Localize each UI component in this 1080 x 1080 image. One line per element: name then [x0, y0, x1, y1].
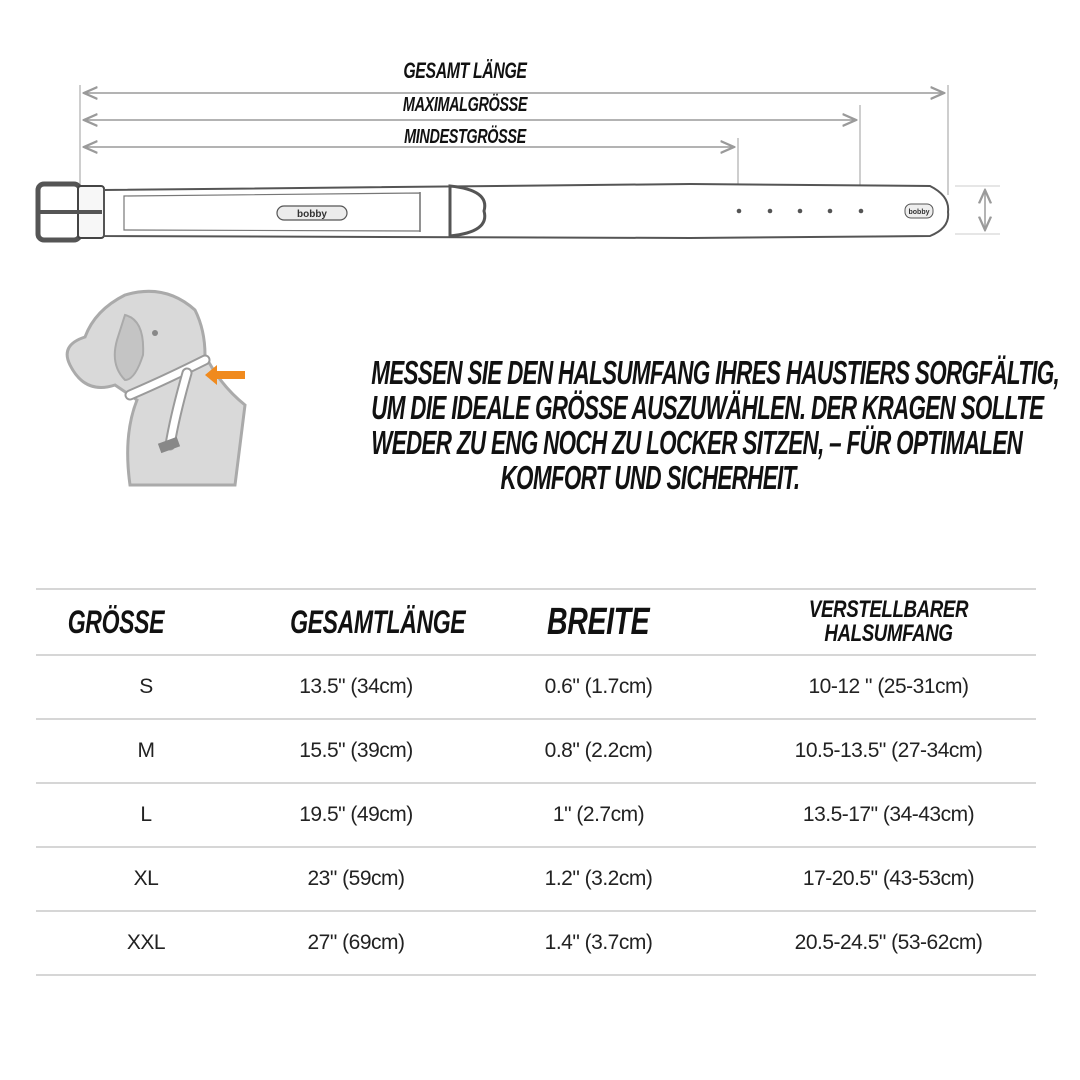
cell-width: 1" (2.7cm): [456, 783, 741, 847]
cell-size: XXL: [36, 911, 256, 975]
cell-total-length: 13.5" (34cm): [256, 655, 456, 719]
min-size-label: MINDESTGRÖSSE: [404, 126, 526, 148]
cell-neck: 10.5-13.5" (27-34cm): [741, 719, 1036, 783]
instruction-line: UM DIE IDEALE GRÖSSE AUSZUWÄHLEN. DER KRAGEN SOLLTE: [371, 389, 1044, 426]
instruction-line: WEDER ZU ENG NOCH ZU LOCKER SITZEN, – FÜR OPTIMALEN: [371, 424, 1023, 461]
brand-plate: bobby: [297, 209, 327, 220]
instruction-line: KOMFORT UND SICHERHEIT.: [500, 459, 800, 496]
width-arrow: [955, 186, 1000, 234]
total-length-label: GESAMT LÄNGE: [403, 58, 527, 83]
table-row: [36, 655, 1036, 719]
collar-strap: [104, 184, 948, 238]
table-header-row: [36, 589, 1036, 655]
cell-neck: 17-20.5" (43-53cm): [741, 847, 1036, 911]
cell-total-length: 27" (69cm): [256, 911, 456, 975]
max-size-label: MAXIMALGRÖSSE: [402, 94, 528, 116]
cell-size: L: [36, 783, 256, 847]
cell-neck: 10-12 " (25-31cm): [741, 655, 1036, 719]
header-size: GRÖSSE: [36, 589, 256, 655]
instruction-line: MESSEN SIE DEN HALSUMFANG IHRES HAUSTIERS SORGFÄLTIG,: [371, 354, 1060, 391]
cell-width: 0.8" (2.2cm): [456, 719, 741, 783]
cell-size: M: [36, 719, 256, 783]
collar-diagram: [0, 0, 1080, 260]
cell-neck: 13.5-17" (34-43cm): [741, 783, 1036, 847]
cell-size: S: [36, 655, 256, 719]
table-row: [36, 911, 1036, 975]
cell-width: 1.4" (3.7cm): [456, 911, 741, 975]
table-row: [36, 783, 1036, 847]
cell-total-length: 15.5" (39cm): [256, 719, 456, 783]
table-row: [36, 719, 1036, 783]
cell-width: 1.2" (3.2cm): [456, 847, 741, 911]
cell-total-length: 23" (59cm): [256, 847, 456, 911]
buckle-icon: [38, 184, 104, 240]
cell-total-length: 19.5" (49cm): [256, 783, 456, 847]
size-table: [36, 588, 1036, 976]
header-adjustable-neck: VERSTELLBARER HALSUMFANG: [741, 589, 1036, 655]
cell-size: XL: [36, 847, 256, 911]
table-row: [36, 847, 1036, 911]
tip-logo: bobby: [908, 209, 930, 216]
header-width: BREITE: [456, 589, 741, 655]
cell-neck: 20.5-24.5" (53-62cm): [741, 911, 1036, 975]
measurement-instructions: [240, 355, 1060, 495]
header-total-length: GESAMTLÄNGE: [256, 589, 456, 655]
cell-width: 0.6" (1.7cm): [456, 655, 741, 719]
